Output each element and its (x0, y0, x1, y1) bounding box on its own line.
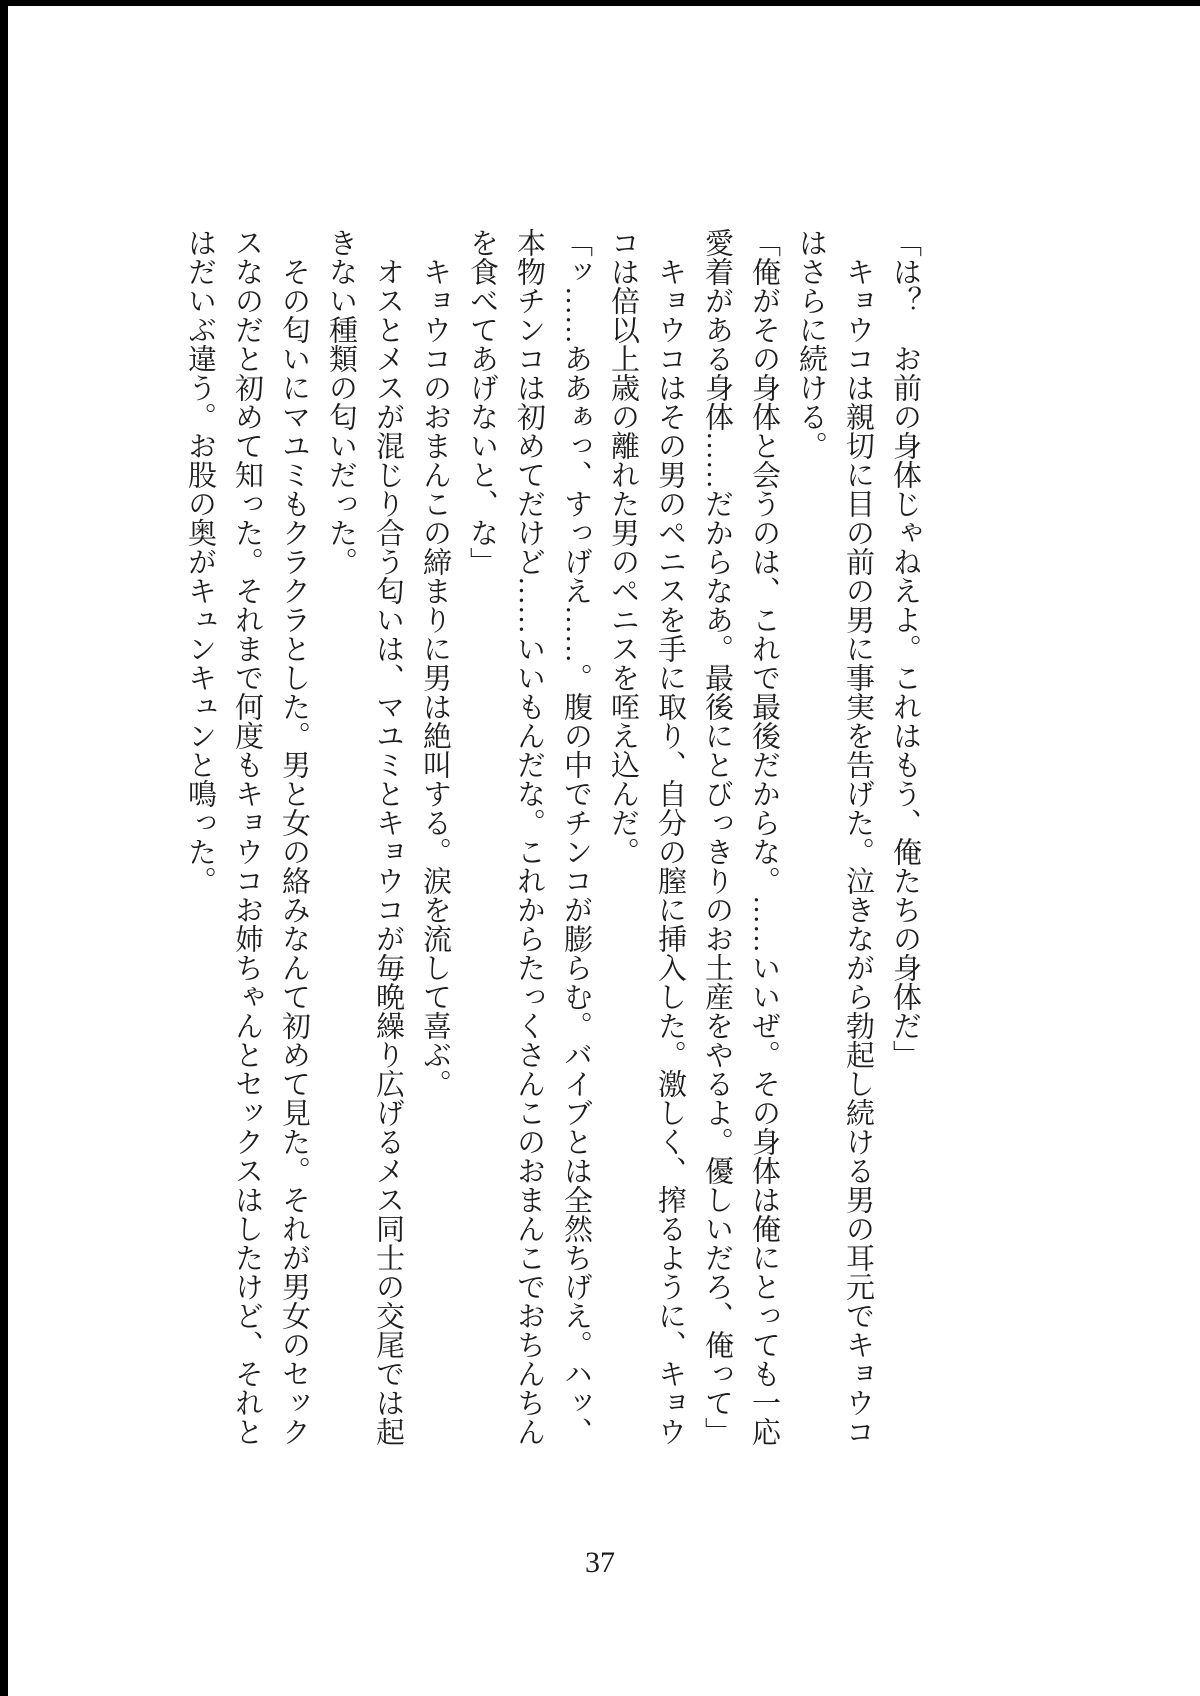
paragraph-dialogue: 「ッ……ああぁっ、すっげえ……。腹の中でチンコが膨らむ。バイブとは全然ちげえ。ハッ、本物チンコは初めてだけど……いいもんだな。これからたっくさんこのおまんこでおちんちんを食べてあげないと、な」 (466, 228, 592, 1446)
page-number: 37 (585, 1546, 615, 1579)
page-edge-left (0, 0, 8, 1696)
paragraph-narrative: キョウコはその男のペニスを手に取り、自分の膣に挿入した。激しく、搾るように、キョウコは倍以上歳の離れた男のペニスを咥え込んだ。 (607, 228, 686, 1446)
vertical-text-block (176, 228, 928, 1448)
paragraph-dialogue: 「は？ お前の身体じゃねえよ。これはもう、俺たちの身体だ」 (889, 228, 921, 1069)
paragraph-narrative: キョウコのおまんこの締まりに男は絶叫する。涙を流して喜ぶ。 (419, 257, 451, 1098)
page-edge-top (0, 0, 1200, 6)
paragraph-narrative: その匂いにマユミもクラクラとした。男と女の絡みなんて初めて見た。それが男女のセックスなのだと初めて知った。それまで何度もキョウコお姉ちゃんとセックスはしたけど、それとはだいぶ違う。お股の奥がキュンキュンと鳴った。 (184, 228, 310, 1446)
paragraph-dialogue: 「俺がその身体と会うのは、これで最後だからな。……いいぜ。その身体は俺にとっても一応愛着がある身体……だからなあ。最後にとびっきりのお土産をやるよ。優しいだろ、俺って」 (701, 228, 780, 1446)
paragraph-narrative: オスとメスが混じり合う匂いは、マユミとキョウコが毎晩繰り広げるメス同士の交尾では起きない種類の匂いだった。 (325, 228, 404, 1446)
paragraph-narrative: キョウコは親切に目の前の男に事実を告げた。泣きながら勃起し続ける男の耳元でキョウコはさらに続ける。 (795, 228, 874, 1446)
